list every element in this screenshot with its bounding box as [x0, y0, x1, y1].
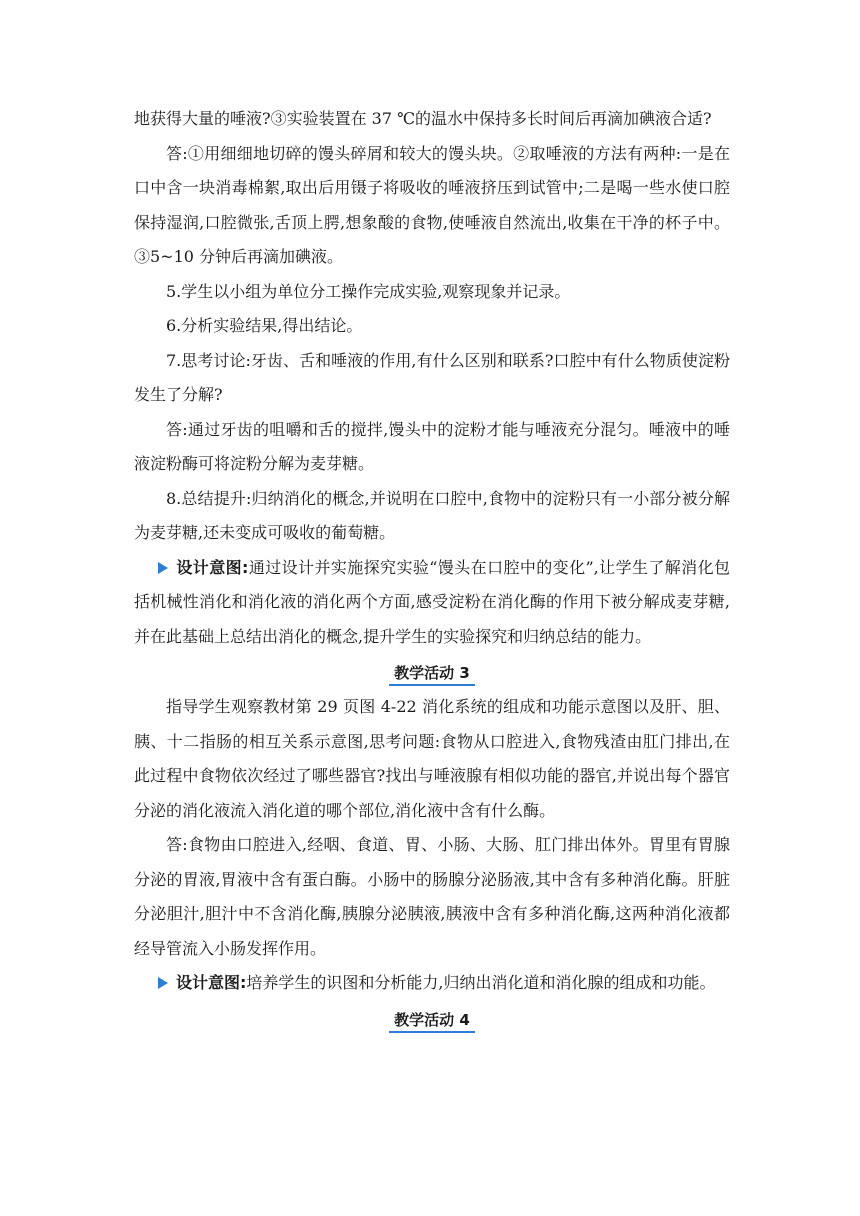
paragraph-step-6: 6.分析实验结果,得出结论。: [166, 316, 363, 335]
paragraph-step-5: 5.学生以小组为单位分工操作完成实验,观察现象并记录。: [166, 281, 571, 301]
design-intent-label: 设计意图:: [176, 557, 249, 577]
design-intent-text: 通过设计并实施探究实验“馒头在口腔中的变化”,让学生了解消化包括机械性消化和消化液的消化两个方面,感受淀粉在消化酶的作用下被分解成麦芽糖,并在此基础上总结出消化的概念,提升学生的实验探究和归纳总结的能力。: [134, 557, 730, 646]
section-heading-4: 教学活动 4: [389, 1009, 475, 1033]
paragraph-activity3-task: 指导学生观察教材第 29 页图 4-22 消化系统的组成和功能示意图以及肝、胆、胰、十二指肠的相互关系示意图,思考问题:食物从口腔进入,食物残渣由肛门排出,在此过程中食物依次经过了哪些器官?找出与唾液腺有相似功能的器官,并说出每个器官分泌的消化液流入消化道的哪个部位,消化液中含有什么酶。: [134, 697, 730, 820]
section-heading-3-row: [134, 656, 730, 690]
paragraph-answer-1: 答:①用细细地切碎的馒头碎屑和较大的馒头块。②取唾液的方法有两种:一是在口中含一块消毒棉絮,取出后用镊子将吸收的唾液挤压到试管中;二是喝一些水使口腔保持湿润,口腔微张,舌顶上腭,想象酸的食物,使唾液自然流出,收集在干净的杯子中。③5~10 分钟后再滴加碘液。: [134, 143, 730, 266]
design-intent-text: 培养学生的识图和分析能力,归纳出消化道和消化腺的组成和功能。: [246, 973, 716, 992]
paragraph-step-8: 8.总结提升:归纳消化的概念,并说明在口腔中,食物中的淀粉只有一小部分被分解为麦芽糖,还未变成可吸收的葡萄糖。: [134, 488, 730, 542]
section-heading-4-row: [134, 1003, 730, 1037]
paragraph-activity3-answer: 答:食物由口腔进入,经咽、食道、胃、小肠、大肠、肛门排出体外。胃里有胃腺分泌的胃液,胃液中含有蛋白酶。小肠中的肠腺分泌肠液,其中含有多种消化酶。肝脏分泌胆汁,胆汁中不含消化酶,胰腺分泌胰液,胰液中含有多种消化酶,这两种消化液都经导管流入小肠发挥作用。: [134, 835, 730, 958]
play-triangle-icon: [158, 562, 168, 574]
play-triangle-icon: [158, 977, 168, 989]
design-intent-label: 设计意图:: [176, 973, 247, 992]
paragraph-answer-2: 答:通过牙齿的咀嚼和舌的搅拌,馒头中的淀粉才能与唾液充分混匀。唾液中的唾液淀粉酶可将淀粉分解为麦芽糖。: [134, 419, 730, 473]
paragraph-question-continued: 地获得大量的唾液?③实验装置在 37 ℃的温水中保持多长时间后再滴加碘液合适?: [134, 109, 712, 128]
design-intent-2: [134, 966, 730, 1001]
document-body: [134, 102, 730, 1037]
paragraph-step-7: 7.思考讨论:牙齿、舌和唾液的作用,有什么区别和联系?口腔中有什么物质使淀粉发生了分解?: [134, 350, 730, 404]
section-heading-3: 教学活动 3: [389, 662, 475, 686]
design-intent-1: [134, 551, 730, 655]
